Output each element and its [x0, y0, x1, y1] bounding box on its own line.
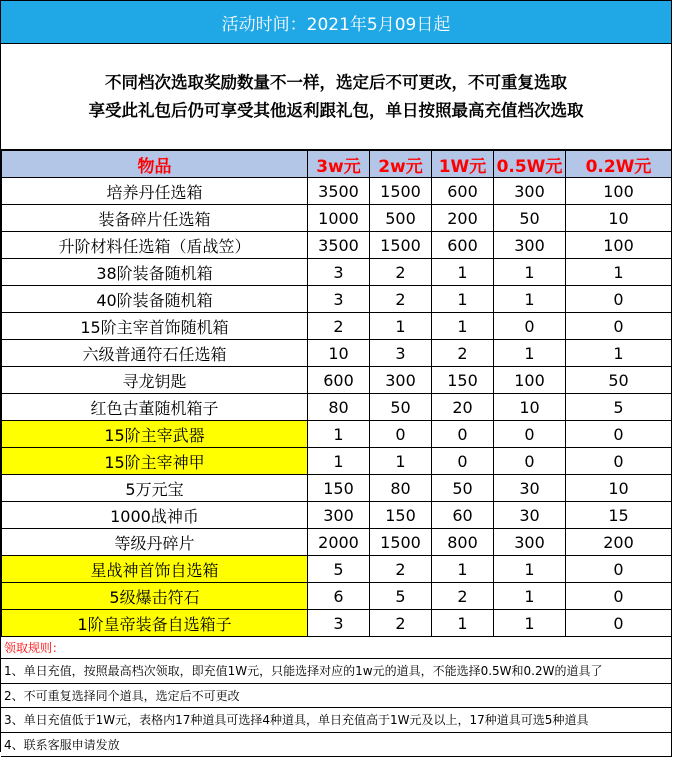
- quantity-cell: 80: [308, 394, 370, 421]
- quantity-cell: 0: [432, 421, 494, 448]
- quantity-cell: 1: [432, 610, 494, 637]
- rule-item: 1、单日充值，按照最高档次领取，即充值1W元，只能选择对应的1w元的道具，不能选择0.5W和0.2W的道具了: [1, 659, 672, 684]
- quantity-cell: 1: [432, 556, 494, 583]
- header-tier-1w: 1W元: [432, 151, 494, 178]
- quantity-cell: 1: [494, 610, 566, 637]
- quantity-cell: 200: [432, 205, 494, 232]
- quantity-cell: 100: [494, 367, 566, 394]
- quantity-cell: 300: [308, 502, 370, 529]
- header-tier-0-2w: 0.2W元: [566, 151, 672, 178]
- quantity-cell: 2: [370, 556, 432, 583]
- quantity-cell: 2000: [308, 529, 370, 556]
- quantity-cell: 15: [566, 502, 672, 529]
- quantity-cell: 1000: [308, 205, 370, 232]
- quantity-cell: 6: [308, 583, 370, 610]
- quantity-cell: 0: [432, 448, 494, 475]
- item-name-cell: 六级普通符石任选箱: [2, 340, 308, 367]
- quantity-cell: 10: [566, 475, 672, 502]
- quantity-cell: 10: [566, 205, 672, 232]
- quantity-cell: 300: [370, 367, 432, 394]
- quantity-cell: 10: [308, 340, 370, 367]
- item-name-cell: 寻龙钥匙: [2, 367, 308, 394]
- quantity-cell: 1500: [370, 178, 432, 205]
- quantity-cell: 1500: [370, 529, 432, 556]
- quantity-cell: 2: [432, 340, 494, 367]
- quantity-cell: 150: [370, 502, 432, 529]
- table-row: [2, 610, 672, 637]
- quantity-cell: 3500: [308, 178, 370, 205]
- quantity-cell: 600: [432, 232, 494, 259]
- quantity-cell: 1: [494, 259, 566, 286]
- quantity-cell: 5: [566, 394, 672, 421]
- quantity-cell: 300: [494, 529, 566, 556]
- quantity-cell: 1500: [370, 232, 432, 259]
- quantity-cell: 800: [432, 529, 494, 556]
- table-row: [2, 367, 672, 394]
- item-name-cell: 1000战神币: [2, 502, 308, 529]
- quantity-cell: 0: [494, 448, 566, 475]
- quantity-cell: 3: [308, 610, 370, 637]
- item-name-cell: 5级爆击符石: [2, 583, 308, 610]
- quantity-cell: 0: [566, 421, 672, 448]
- item-name-cell: 15阶主宰首饰随机箱: [2, 313, 308, 340]
- quantity-cell: 150: [432, 367, 494, 394]
- table-row: [2, 394, 672, 421]
- quantity-cell: 0: [566, 583, 672, 610]
- quantity-cell: 50: [494, 205, 566, 232]
- quantity-cell: 0: [566, 610, 672, 637]
- quantity-cell: 1: [494, 583, 566, 610]
- quantity-cell: 0: [370, 421, 432, 448]
- quantity-cell: 30: [494, 502, 566, 529]
- table-row: [2, 529, 672, 556]
- item-name-cell: 星战神首饰自选箱: [2, 556, 308, 583]
- quantity-cell: 30: [494, 475, 566, 502]
- quantity-cell: 5: [370, 583, 432, 610]
- table-row: [2, 232, 672, 259]
- item-name-cell: 15阶主宰神甲: [2, 448, 308, 475]
- quantity-cell: 1: [494, 286, 566, 313]
- quantity-cell: 2: [308, 313, 370, 340]
- quantity-cell: 0: [566, 448, 672, 475]
- quantity-cell: 0: [494, 313, 566, 340]
- quantity-cell: 300: [494, 232, 566, 259]
- notice-box: [1, 44, 672, 150]
- table-row: [2, 259, 672, 286]
- item-name-cell: 5万元宝: [2, 475, 308, 502]
- rule-item: 3、单日充值低于1W元，表格内17种道具可选择4种道具，单日充值高于1W元及以上，17种道具可选5种道具: [1, 708, 672, 733]
- quantity-cell: 100: [566, 178, 672, 205]
- quantity-cell: 50: [566, 367, 672, 394]
- rules-title: 领取规则：: [1, 637, 672, 659]
- table-row: [2, 448, 672, 475]
- quantity-cell: 1: [494, 556, 566, 583]
- item-name-cell: 升阶材料任选箱（盾战笠）: [2, 232, 308, 259]
- item-name-cell: 40阶装备随机箱: [2, 286, 308, 313]
- activity-time-banner: 活动时间：2021年5月09日起: [1, 1, 672, 44]
- item-name-cell: 红色古董随机箱子: [2, 394, 308, 421]
- quantity-cell: 0: [566, 313, 672, 340]
- table-row: [2, 583, 672, 610]
- quantity-cell: 1: [308, 421, 370, 448]
- quantity-cell: 50: [370, 394, 432, 421]
- table-row: [2, 475, 672, 502]
- table-row: [2, 178, 672, 205]
- table-row: [2, 421, 672, 448]
- header-tier-0-5w: 0.5W元: [494, 151, 566, 178]
- quantity-cell: 3: [308, 259, 370, 286]
- quantity-cell: 600: [432, 178, 494, 205]
- quantity-cell: 3: [370, 340, 432, 367]
- quantity-cell: 1: [370, 313, 432, 340]
- table-row: [2, 286, 672, 313]
- item-name-cell: 培养丹任选箱: [2, 178, 308, 205]
- table-row: [2, 502, 672, 529]
- quantity-cell: 0: [494, 421, 566, 448]
- quantity-cell: 1: [432, 286, 494, 313]
- table-row: [2, 340, 672, 367]
- rule-item: 2、不可重复选择同个道具，选定后不可更改: [1, 684, 672, 709]
- table-row: [2, 205, 672, 232]
- quantity-cell: 1: [566, 259, 672, 286]
- quantity-cell: 3500: [308, 232, 370, 259]
- header-item: 物品: [2, 151, 308, 178]
- quantity-cell: 300: [494, 178, 566, 205]
- quantity-cell: 2: [432, 583, 494, 610]
- quantity-cell: 5: [308, 556, 370, 583]
- quantity-cell: 100: [566, 232, 672, 259]
- reward-table: [1, 150, 672, 637]
- quantity-cell: 1: [308, 448, 370, 475]
- quantity-cell: 200: [566, 529, 672, 556]
- quantity-cell: 80: [370, 475, 432, 502]
- quantity-cell: 20: [432, 394, 494, 421]
- quantity-cell: 1: [370, 448, 432, 475]
- header-tier-2w: 2w元: [370, 151, 432, 178]
- item-name-cell: 15阶主宰武器: [2, 421, 308, 448]
- quantity-cell: 1: [494, 340, 566, 367]
- table-row: [2, 556, 672, 583]
- quantity-cell: 150: [308, 475, 370, 502]
- quantity-cell: 1: [566, 340, 672, 367]
- quantity-cell: 500: [370, 205, 432, 232]
- table-body: [2, 178, 672, 637]
- quantity-cell: 2: [370, 259, 432, 286]
- item-name-cell: 等级丹碎片: [2, 529, 308, 556]
- header-tier-3w: 3w元: [308, 151, 370, 178]
- quantity-cell: 2: [370, 286, 432, 313]
- quantity-cell: 3: [308, 286, 370, 313]
- quantity-cell: 600: [308, 367, 370, 394]
- quantity-cell: 50: [432, 475, 494, 502]
- quantity-cell: 10: [494, 394, 566, 421]
- quantity-cell: 1: [432, 259, 494, 286]
- quantity-cell: 1: [432, 313, 494, 340]
- quantity-cell: 60: [432, 502, 494, 529]
- quantity-cell: 0: [566, 286, 672, 313]
- item-name-cell: 1阶皇帝装备自选箱子: [2, 610, 308, 637]
- notice-line-2: 享受此礼包后仍可享受其他返利跟礼包，单日按照最高充值档次选取: [89, 97, 584, 125]
- notice-line-1: 不同档次选取奖励数量不一样，选定后不可更改，不可重复选取: [105, 69, 567, 97]
- rule-item: 4、联系客服申请发放: [1, 733, 672, 757]
- item-name-cell: 装备碎片任选箱: [2, 205, 308, 232]
- table-header-row: [2, 151, 672, 178]
- item-name-cell: 38阶装备随机箱: [2, 259, 308, 286]
- quantity-cell: 2: [370, 610, 432, 637]
- quantity-cell: 0: [566, 556, 672, 583]
- table-row: [2, 313, 672, 340]
